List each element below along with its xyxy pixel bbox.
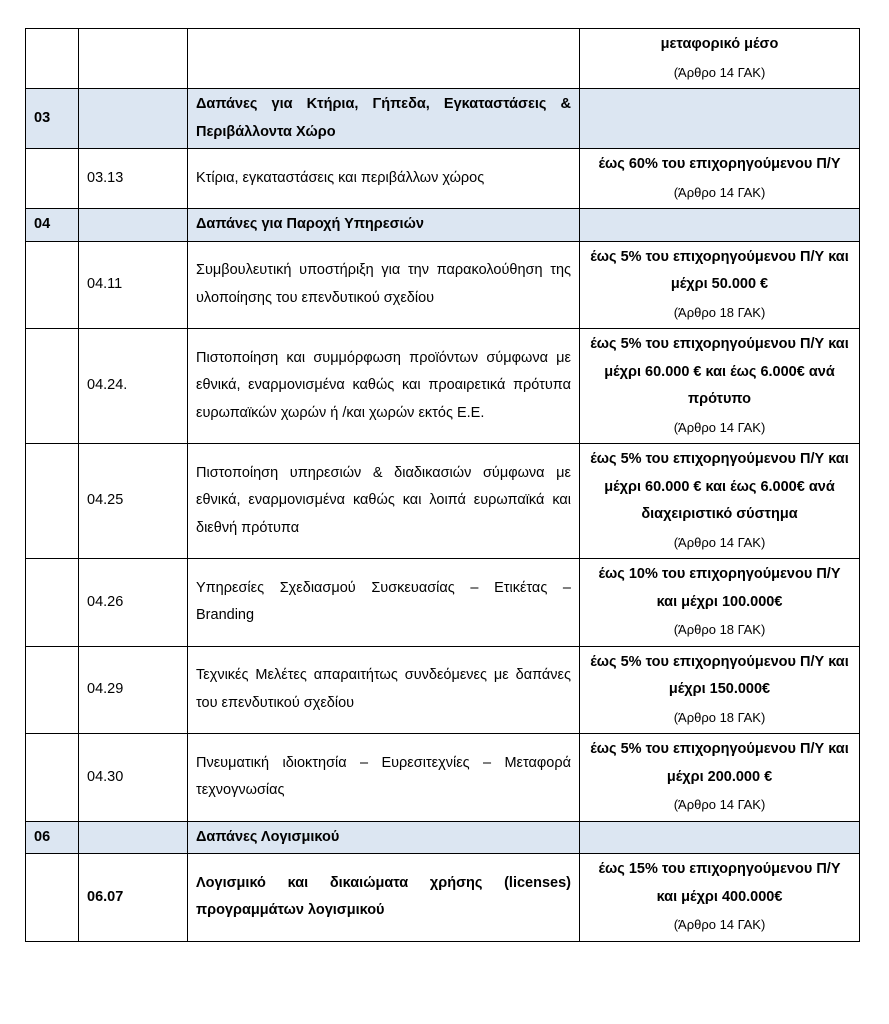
- table-row: [26, 854, 860, 942]
- expense-code-cell: 04.25: [79, 444, 188, 559]
- funding-limit-text: έως 5% του επιχορηγούμενου Π/Υ και μέχρι 60.000 € και έως 6.000€ ανά διαχειριστικό σύστημα: [590, 451, 849, 522]
- funding-limit-text: έως 5% του επιχορηγούμενου Π/Υ και μέχρι 150.000€: [590, 653, 849, 697]
- section-code-cell: [26, 149, 79, 209]
- section-row: [26, 89, 860, 149]
- funding-limit-cell: [580, 734, 860, 822]
- article-reference: (Άρθρο 18 ΓΑΚ): [673, 709, 766, 725]
- article-reference: (Άρθρο 14 ΓΑΚ): [673, 917, 766, 932]
- expense-code-cell: 04.11: [79, 241, 188, 329]
- expense-description-cell: Πιστοποίηση και συμμόρφωση προϊόντων σύμφωνα με εθνικά, εναρμονισμένα καθώς και προαιρετικά πρότυπα ευρωπαϊκών χωρών ή /και χωρών εκτός Ε.Ε.: [188, 329, 580, 444]
- expense-description-cell: Υπηρεσίες Σχεδιασμού Συσκευασίας – Ετικέτας – Branding: [188, 559, 580, 647]
- funding-limit-cell: [580, 821, 860, 854]
- funding-limit-cell: [580, 89, 860, 149]
- funding-limit-cell: [580, 559, 860, 647]
- expense-description-cell: Τεχνικές Μελέτες απαραιτήτως συνδεόμενες με δαπάνες του επενδυτικού σχεδίου: [188, 646, 580, 734]
- funding-limit-cell: [580, 329, 860, 444]
- expense-table: [25, 28, 860, 942]
- table-row: [26, 329, 860, 444]
- funding-limit-cell: [580, 209, 860, 242]
- expense-description-cell: [188, 29, 580, 89]
- section-code-cell: [26, 559, 79, 647]
- expense-description-cell: Δαπάνες Λογισμικού: [188, 821, 580, 854]
- funding-limit-cell: [580, 444, 860, 559]
- funding-limit-text: έως 5% του επιχορηγούμενου Π/Υ και μέχρι 200.000 €: [590, 741, 849, 785]
- expense-code-cell: 03.13: [79, 149, 188, 209]
- article-reference: (Άρθρο 14 ΓΑΚ): [673, 419, 766, 435]
- expense-code-cell: 04.29: [79, 646, 188, 734]
- expense-code-cell: 04.24.: [79, 329, 188, 444]
- table-row: [26, 734, 860, 822]
- funding-limit-text: έως 10% του επιχορηγούμενου Π/Υ και μέχρι 100.000€: [598, 566, 841, 610]
- expense-code-cell: [79, 29, 188, 89]
- expense-description-cell: Κτίρια, εγκαταστάσεις και περιβάλλων χώρος: [188, 149, 580, 209]
- funding-limit-cell: [580, 29, 860, 89]
- section-code-cell: 06: [26, 821, 79, 854]
- section-code-cell: [26, 329, 79, 444]
- table-row: [26, 559, 860, 647]
- article-reference: (Άρθρο 14 ΓΑΚ): [673, 64, 766, 80]
- article-reference: (Άρθρο 18 ΓΑΚ): [673, 622, 766, 637]
- section-code-cell: 04: [26, 209, 79, 242]
- article-reference: (Άρθρο 14 ΓΑΚ): [673, 797, 766, 812]
- section-code-cell: [26, 29, 79, 89]
- expense-description-cell: Δαπάνες για Παροχή Υπηρεσιών: [188, 209, 580, 242]
- section-code-cell: [26, 241, 79, 329]
- expense-description-cell: Πιστοποίηση υπηρεσιών & διαδικασιών σύμφωνα με εθνικά, εναρμονισμένα καθώς και λοιπά ευρωπαϊκά και διεθνή πρότυπα: [188, 444, 580, 559]
- table-row: [26, 444, 860, 559]
- section-code-cell: 03: [26, 89, 79, 149]
- table-row: [26, 646, 860, 734]
- article-reference: (Άρθρο 18 ΓΑΚ): [673, 304, 766, 320]
- expense-code-cell: [79, 821, 188, 854]
- section-code-cell: [26, 854, 79, 942]
- expense-description-cell: Πνευματική ιδιοκτησία – Ευρεσιτεχνίες – Μεταφορά τεχνογνωσίας: [188, 734, 580, 822]
- funding-limit-text: έως 5% του επιχορηγούμενου Π/Υ και μέχρι 50.000 €: [590, 248, 849, 292]
- section-code-cell: [26, 646, 79, 734]
- expense-code-cell: [79, 89, 188, 149]
- section-code-cell: [26, 444, 79, 559]
- table-row: [26, 29, 860, 89]
- funding-limit-text: έως 5% του επιχορηγούμενου Π/Υ και μέχρι 60.000 € και έως 6.000€ ανά πρότυπο: [590, 336, 849, 407]
- table-row: [26, 241, 860, 329]
- funding-limit-text: έως 15% του επιχορηγούμενου Π/Υ και μέχρι 400.000€: [598, 861, 841, 905]
- expense-description-cell: Δαπάνες για Κτήρια, Γήπεδα, Εγκαταστάσεις & Περιβάλλοντα Χώρο: [188, 89, 580, 149]
- expense-code-cell: [79, 209, 188, 242]
- funding-limit-cell: [580, 854, 860, 942]
- funding-limit-text: έως 60% του επιχορηγούμενου Π/Υ: [598, 156, 841, 172]
- section-row: [26, 209, 860, 242]
- expense-description-cell: Λογισμικό και δικαιώματα χρήσης (licenses) προγραμμάτων λογισμικού: [188, 854, 580, 942]
- table-row: [26, 149, 860, 209]
- section-code-cell: [26, 734, 79, 822]
- article-reference: (Άρθρο 14 ΓΑΚ): [673, 534, 766, 550]
- section-row: [26, 821, 860, 854]
- expense-description-cell: Συμβουλευτική υποστήριξη για την παρακολούθηση της υλοποίησης του επενδυτικού σχεδίου: [188, 241, 580, 329]
- funding-limit-text: μεταφορικό μέσο: [660, 36, 779, 52]
- funding-limit-cell: [580, 646, 860, 734]
- funding-limit-cell: [580, 149, 860, 209]
- article-reference: (Άρθρο 14 ΓΑΚ): [673, 184, 766, 200]
- expense-code-cell: 04.30: [79, 734, 188, 822]
- expense-code-cell: 04.26: [79, 559, 188, 647]
- expense-code-cell: 06.07: [79, 854, 188, 942]
- funding-limit-cell: [580, 241, 860, 329]
- expense-table-body: [26, 29, 860, 942]
